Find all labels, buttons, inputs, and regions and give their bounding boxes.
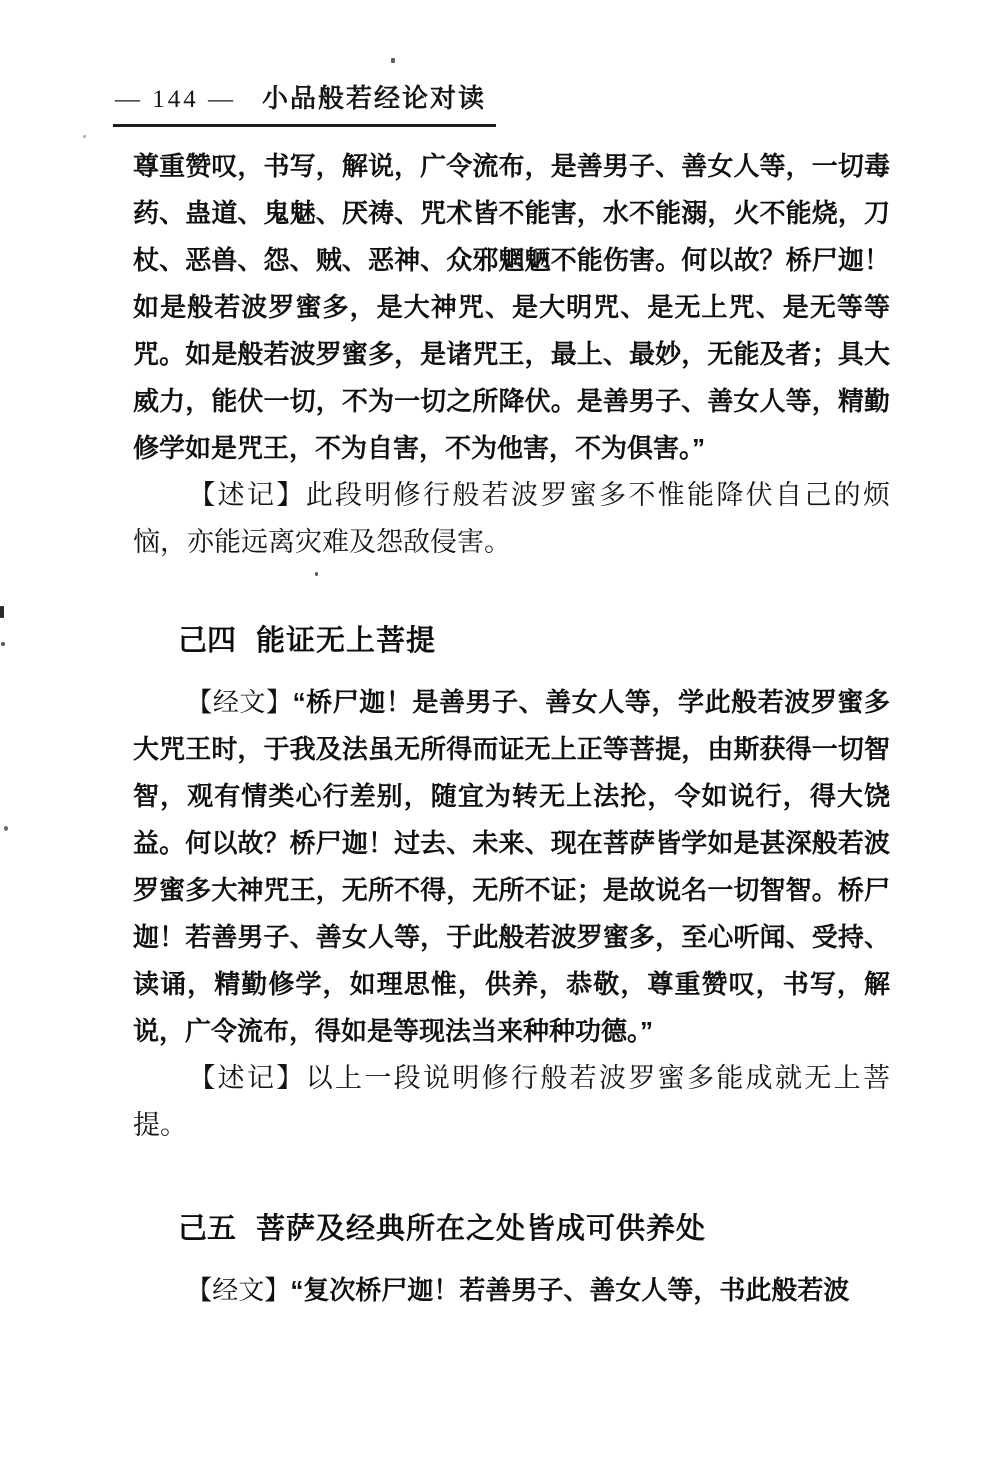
sutra-text: “桥尸迦！是善男子、善女人等，学此般若波罗蜜多大咒王时，于我及法虽无所得而证无上正等菩提，由斯获得一切智智，观有情类心行差别，随宜为转无上法抡，令如说行，得大饶益。何以故？桥尸迦！过去、未来、现在菩萨皆学如是甚深般若波罗蜜多大神咒王，无所不得，无所不证；是故说名一切智智。桥尸迦！若善男子、善女人等，于此般若波罗蜜多，至心听闻、受持、读诵，精勤修学，如理思惟，供养，恭敬，尊重赞叹，书写，解说，广令流布，得如是等现法当来种种功德。” [133,687,890,1046]
commentary-label: 【述记】 [188,1063,306,1093]
sutra-text: 尊重赞叹，书写，解说，广令流布，是善男子、善女人等，一切毒药、蛊道、鬼魅、厌祷、咒术皆不能害，水不能溺，火不能烧，刀杖、恶兽、怨、贼、恶神、众邪魍魉不能伤害。何以故？桥尸迦！如是般若波罗蜜多，是大神咒、是大明咒、是无上咒、是无等等咒。如是般若波罗蜜多，是诸咒王，最上、最妙，无能及者；具大威力，能伏一切，不为一切之所降伏。是善男子、善女人等，精勤修学如是咒王，不为自害，不为他害，不为俱害。” [133,151,890,463]
section-heading-ji5 [133,1209,890,1249]
section-title: 能证无上菩提 [256,625,437,657]
scan-speck [83,135,86,138]
sutra-label: 【经文】 [186,1276,291,1305]
running-head [113,84,496,127]
commentary-paragraph-2 [133,1055,890,1149]
scan-speck [391,58,395,63]
commentary-paragraph-1 [133,472,890,566]
page-number: — 144 — [115,86,236,113]
sutra-paragraph-3 [133,1267,890,1314]
sutra-paragraph-continuation [133,143,890,472]
scan-speck [0,606,4,618]
sutra-paragraph-2 [133,679,890,1055]
scan-speck [315,572,318,576]
book-title: 小品般若经论对读 [262,84,487,113]
commentary-text: 以上一段说明修行般若波罗蜜多能成就无上菩提。 [133,1063,891,1140]
section-title: 菩萨及经典所在之处皆成可供养处 [256,1213,707,1245]
sutra-label: 【经文】 [186,688,293,717]
section-number: 己四 [178,625,237,657]
text-column [133,143,890,1314]
section-number: 己五 [178,1213,237,1245]
scan-speck [1,642,5,646]
section-heading-ji4 [133,621,890,661]
scan-speck [4,826,8,831]
commentary-text: 此段明修行般若波罗蜜多不惟能降伏自己的烦恼，亦能远离灾难及怨敌侵害。 [133,480,891,557]
sutra-text: “复次桥尸迦！若善男子、善女人等，书此般若波 [290,1275,850,1305]
commentary-label: 【述记】 [188,480,306,510]
